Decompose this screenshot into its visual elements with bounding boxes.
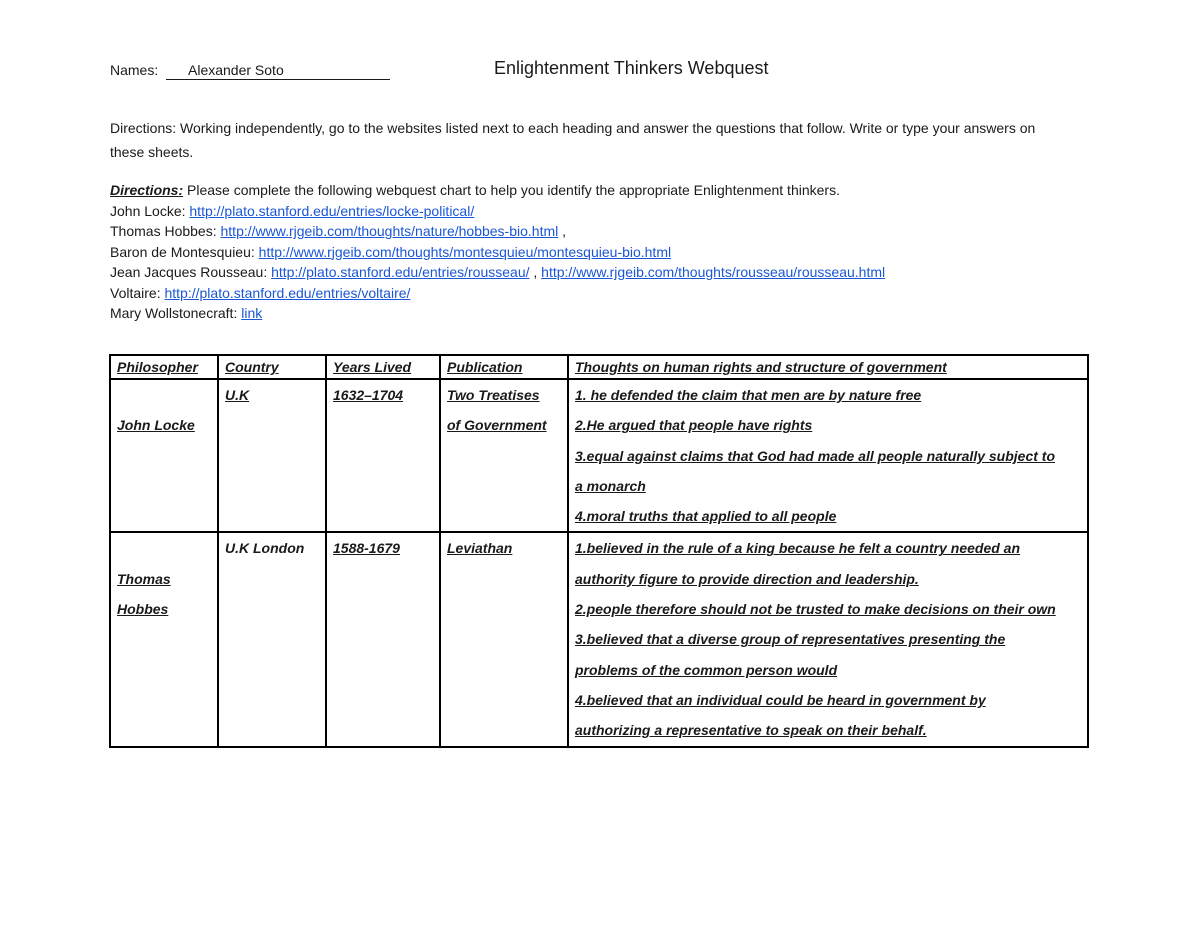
- cell-thoughts: 1.believed in the rule of a king because he felt a country needed an authority figure to provide direction and leadership. 2.people therefore should not be trusted to make decisions on their own 3.believed that a diverse group of representatives presenting the problems of the common person would 4.believed that an individual could be heard in government by authorizing a representative to speak on their behalf.: [568, 532, 1088, 746]
- cell-country: U.K London: [218, 532, 326, 746]
- link-name: John Locke:: [110, 202, 190, 219]
- header: [110, 58, 1090, 84]
- names-label: Names:: [110, 62, 159, 78]
- table-row-hobbes: [110, 532, 1088, 746]
- link-name: Jean Jacques Rousseau:: [110, 264, 272, 280]
- header-country: Country: [218, 355, 326, 379]
- link-line-wollstonecraft: [110, 303, 1090, 324]
- montesquieu-link[interactable]: http://www.rjgeib.com/thoughts/montesquieu/montesquieu-bio.html: [258, 243, 672, 260]
- link-name: Baron de Montesquieu:: [110, 243, 259, 260]
- link-line-voltaire: [110, 283, 1090, 304]
- cell-philosopher: John Locke: [110, 379, 218, 532]
- page-title: Enlightenment Thinkers Webquest: [494, 58, 769, 78]
- link-name: Mary Wollstonecraft:: [110, 305, 242, 321]
- links-block: [110, 180, 1090, 324]
- cell-years-lived: 1632–1704: [326, 379, 440, 532]
- link-name: Voltaire:: [110, 284, 165, 301]
- table-row-locke: [110, 379, 1088, 532]
- directions-paragraph: Directions: Working independently, go to the websites listed next to each heading and answer the questions that follow. Write or type your answers on these sheets.: [110, 120, 1036, 160]
- directions-line: [110, 180, 1090, 201]
- wollstonecraft-link[interactable]: link: [241, 305, 263, 321]
- header-publication: Publication: [440, 355, 568, 379]
- directions-text: Please complete the following webquest chart to help you identify the appropriate Enlightenment thinkers.: [183, 182, 840, 198]
- link-line-rousseau: [110, 262, 1090, 283]
- rousseau-link-2[interactable]: http://www.rjgeib.com/thoughts/rousseau/rousseau.html: [541, 264, 886, 280]
- cell-philosopher: Thomas Hobbes: [110, 532, 218, 746]
- header-years-lived: Years Lived: [326, 355, 440, 379]
- cell-country: U.K: [218, 379, 326, 532]
- header-philosopher: Philosopher: [110, 355, 218, 379]
- directions-label: Directions:: [110, 182, 184, 198]
- link-name: Thomas Hobbes:: [110, 223, 221, 239]
- link-line-hobbes: [110, 221, 1090, 242]
- link-suffix: ,: [558, 223, 567, 239]
- link-line-montesquieu: [110, 242, 1090, 263]
- voltaire-link[interactable]: http://plato.stanford.edu/entries/voltaire/: [164, 284, 411, 301]
- link-line-locke: [110, 201, 1090, 222]
- link-suffix: ,: [529, 264, 542, 280]
- webquest-chart: [109, 354, 1089, 748]
- locke-link[interactable]: http://plato.stanford.edu/entries/locke-political/: [189, 202, 475, 219]
- cell-publication: Two Treatises of Government: [440, 379, 568, 532]
- header-thoughts: Thoughts on human rights and structure of government: [568, 355, 1088, 379]
- table-header-row: [110, 355, 1088, 379]
- cell-thoughts: 1. he defended the claim that men are by nature free 2.He argued that people have rights 3.equal against claims that God had made all people naturally subject to a monarch 4.moral truths that applied to all people: [568, 379, 1088, 532]
- names-field[interactable]: Alexander Soto: [166, 62, 390, 80]
- hobbes-link[interactable]: http://www.rjgeib.com/thoughts/nature/hobbes-bio.html: [220, 223, 559, 239]
- rousseau-link-1[interactable]: http://plato.stanford.edu/entries/rousseau/: [271, 264, 530, 280]
- cell-publication: Leviathan: [440, 532, 568, 746]
- cell-years-lived: 1588-1679: [326, 532, 440, 746]
